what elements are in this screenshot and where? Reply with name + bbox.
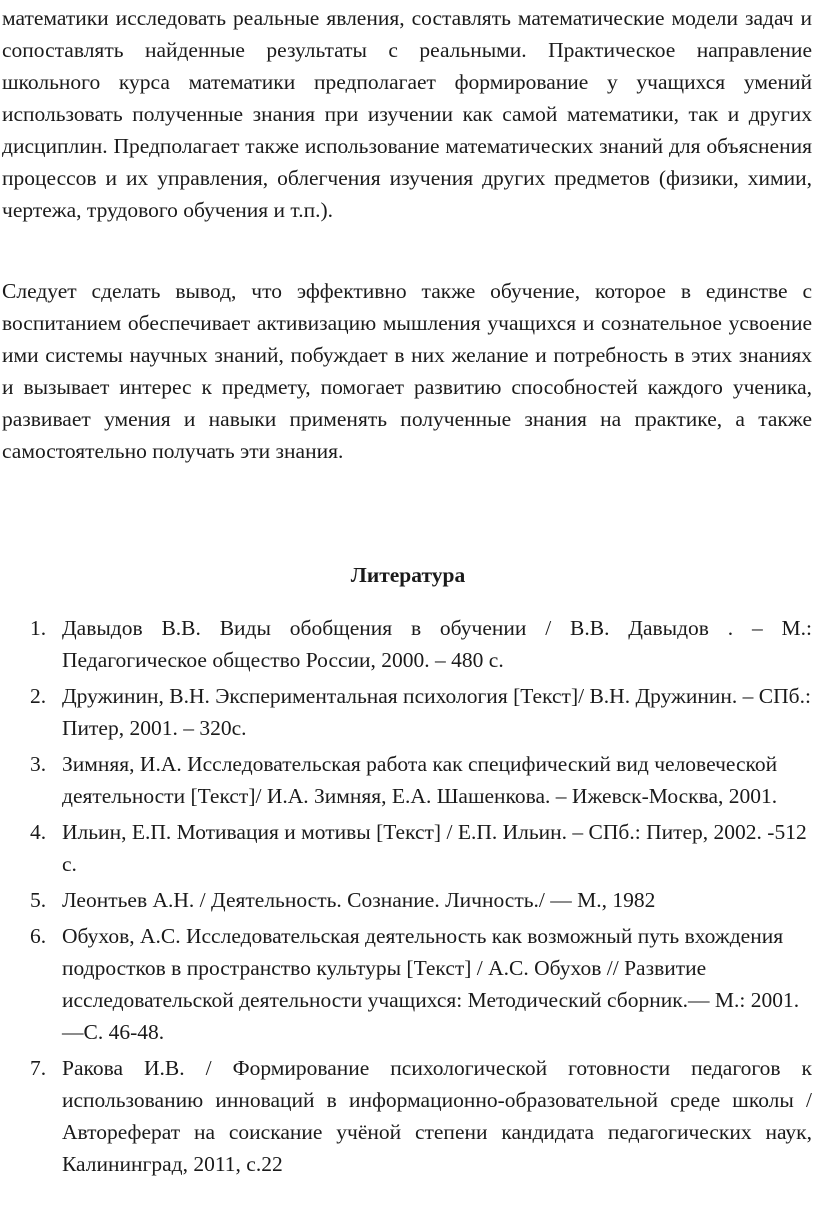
references-heading: Литература [350, 563, 466, 587]
reference-text: Давыдов В.В. Виды обобщения в обучении / В.В. Давыдов . – М.: Педагогическое общество России, 2000. – 480 с. [62, 616, 812, 672]
reference-item [0, 920, 816, 1048]
reference-text: Обухов, А.С. Исследовательская деятельность как возможный путь вхождения подростков в пространство культуры [Текст] / А.С. Обухов // Развитие исследовательской деятельности учащихся: Методический сборник.— М.: 2001.—С. 46-48. [62, 924, 800, 1044]
reference-number: 3. [30, 752, 47, 776]
reference-text: Леонтьев А.Н. / Деятельность. Сознание. Личность./ — М., 1982 [62, 888, 656, 912]
reference-number: 7. [30, 1056, 47, 1080]
reference-item [0, 748, 816, 812]
reference-number: 4. [30, 820, 47, 844]
body-paragraph: математики исследовать реальные явления, составлять математические модели задач и сопоставлять найденные результаты с реальными. Практическое направление школьного курса математики предполагает формирование у учащихся умений использовать полученные знания при изучении как самой математики, так и других дисциплин. Предполагает также использование математических знаний для объяснения процессов и их управления, облегчения изучения других предметов (физики, химии, чертежа, трудового обучения и т.п.). [2, 6, 812, 222]
reference-item [0, 816, 816, 880]
reference-number: 2. [30, 684, 47, 708]
reference-item [0, 680, 816, 744]
reference-text: Ильин, Е.П. Мотивация и мотивы [Текст] / Е.П. Ильин. – СПб.: Питер, 2002. -512 с. [62, 820, 807, 876]
body-paragraph: Следует сделать вывод, что эффективно также обучение, которое в единстве с воспитанием обеспечивает активизацию мышления учащихся и сознательное усвоение ими системы научных знаний, побуждает в них желание и потребность в этих знаниях и вызывает интерес к предмету, помогает развитию способностей каждого ученика, развивает умения и навыки применять полученные знания на практике, а также самостоятельно получать эти знания. [2, 279, 812, 463]
references-list [0, 612, 816, 1184]
reference-number: 6. [30, 924, 47, 948]
reference-number: 1. [30, 616, 47, 640]
reference-item [0, 612, 816, 676]
reference-item [0, 1052, 816, 1180]
reference-item [0, 884, 816, 916]
reference-text: Ракова И.В. / Формирование психологической готовности педагогов к использованию инноваций в информационно-образовательной среде школы / Автореферат на соискание учёной степени кандидата педагогических наук, Калининград, 2011, с.22 [62, 1056, 812, 1176]
reference-text: Зимняя, И.А. Исследовательская работа как специфический вид человеческой деятельности [Текст]/ И.А. Зимняя, Е.А. Шашенкова. – Ижевск-Москва, 2001. [62, 752, 778, 808]
reference-number: 5. [30, 888, 47, 912]
reference-text: Дружинин, В.Н. Экспериментальная психология [Текст]/ В.Н. Дружинин. – СПб.: Питер, 2001. – 320с. [62, 684, 811, 740]
